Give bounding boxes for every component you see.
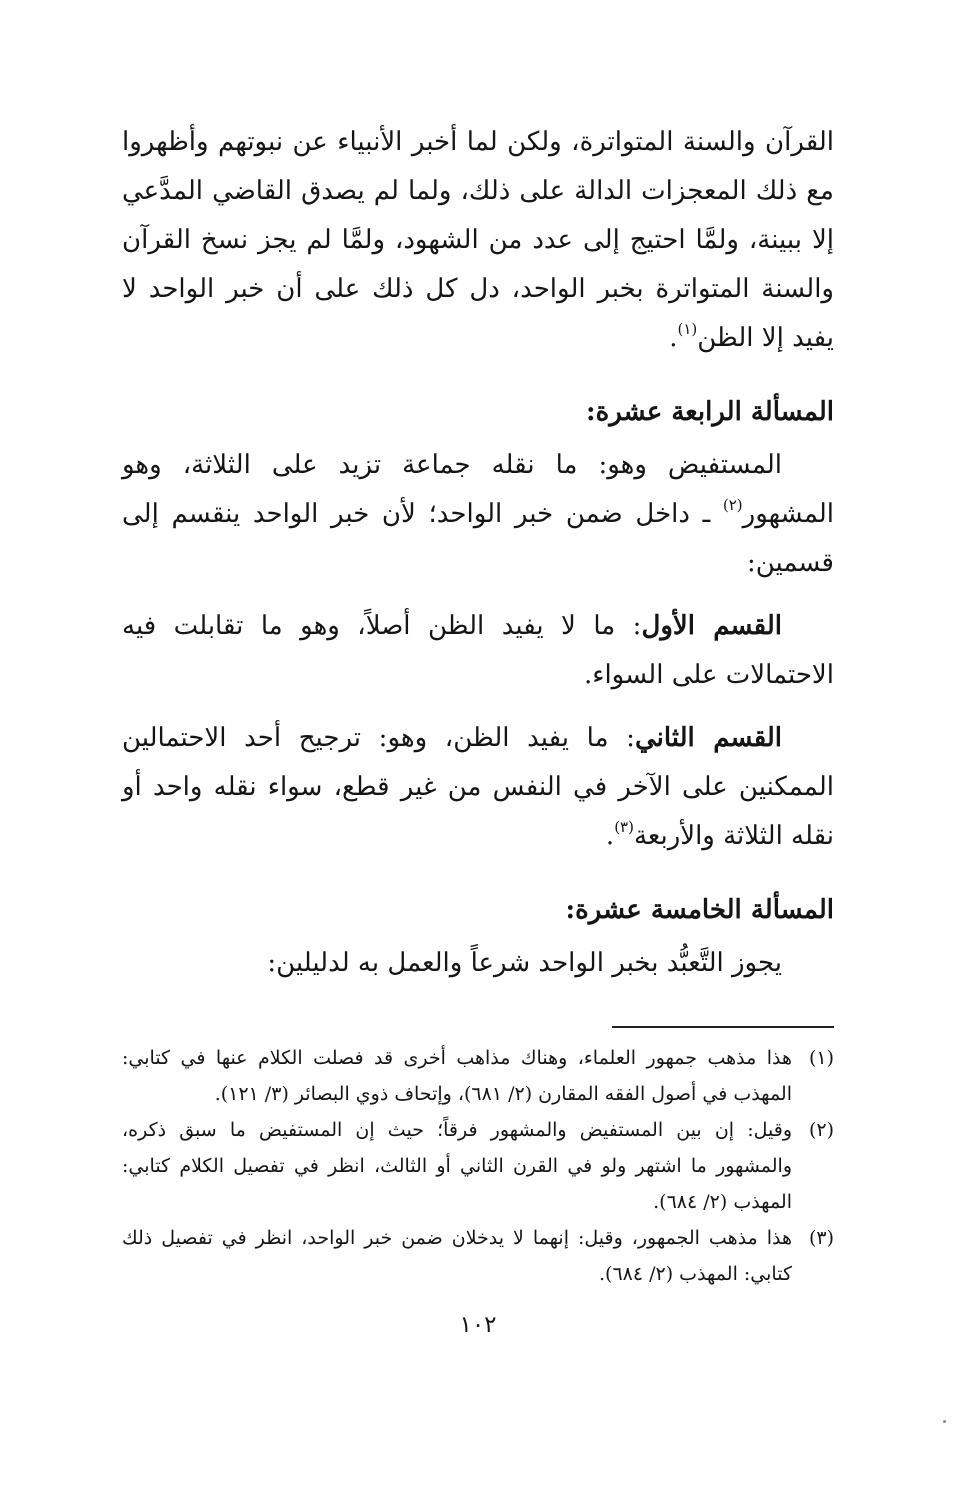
footnote-text: وقيل: إن بين المستفيض والمشهور فرقاً؛ حيث إن المستفيض ما سبق ذكره، والمشهور ما اشتهر ولو في القرن الثاني أو الثالث، انظر في تفصيل الكلام كتابي: المهذب (٢/ ٦٨٤). (122, 1119, 792, 1213)
footnotes (122, 1040, 834, 1292)
footnote-text: هذا مذهب جمهور العلماء، وهناك مذاهب أخرى قد فصلت الكلام عنها في كتابي: المهذب في أصول الفقه المقارن (٢/ ٦٨١)، وإتحاف ذوي البصائر (٣/ ١٢١). (122, 1047, 792, 1105)
footnote-3 (122, 1220, 834, 1292)
section-15-heading: المسألة الخامسة عشرة: (565, 895, 834, 925)
footnote-divider (612, 1026, 834, 1028)
page-body (122, 118, 834, 1338)
section-15-paragraph: يجوز التَّعبُّد بخبر الواحد شرعاً والعمل به لدليلين: (267, 948, 782, 978)
second-part-text: : ما يفيد الظن، وهو: ترجيح أحد الاحتمالين الممكنين على الآخر في النفس من غير قطع، سواء نقله واحد أو نقله الثلاثة والأربعة (122, 723, 834, 851)
footnote-number: (٣) (808, 1227, 834, 1249)
footnote-number: (٢) (808, 1119, 834, 1141)
footnote-ref-2: (٢) (722, 496, 743, 514)
footnote-text: هذا مذهب الجمهور، وقيل: إنهما لا يدخلان ضمن خبر الواحد، انظر في تفصيل ذلك كتابي: المهذب (٢/ ٦٨٤). (122, 1227, 792, 1285)
footnote-ref-1: (١) (677, 320, 698, 338)
second-part-paragraph (122, 714, 834, 861)
second-part-end: . (605, 821, 615, 851)
page-number: ١٠٢ (459, 1312, 497, 1338)
footnote-number: (١) (808, 1047, 834, 1069)
scan-speck (943, 1420, 946, 1423)
footnote-2 (122, 1112, 834, 1220)
intro-paragraph (122, 118, 834, 363)
section-14-heading: المسألة الرابعة عشرة: (586, 397, 834, 427)
first-part-term: القسم الأول (641, 611, 782, 641)
section-14-text-b: ـ داخل ضمن خبر الواحد؛ لأن خبر الواحد ينقسم إلى قسمين: (122, 499, 834, 578)
section-14-paragraph (122, 441, 834, 588)
intro-text: القرآن والسنة المتواترة، ولكن لما أخبر الأنبياء عن نبوتهم وأظهروا مع ذلك المعجزات الدالة على ذلك، ولما لم يصدق القاضي المدَّعي إلا ببينة، ولمَّا احتيج إلى عدد من الشهود، ولمَّا لم يجز نسخ القرآن والسنة المتواترة بخبر الواحد، دل كل ذلك على أن خبر الواحد لا يفيد إلا الظن (122, 127, 834, 353)
first-part-text: : ما لا يفيد الظن أصلاً، وهو ما تقابلت فيه الاحتمالات على السواء. (122, 611, 834, 690)
footnote-ref-3: (٣) (614, 818, 634, 836)
footnote-1 (122, 1040, 834, 1112)
section-14-text-a: المستفيض وهو: ما نقله جماعة تزيد على الثلاثة، وهو المشهور (122, 450, 834, 529)
second-part-term: القسم الثاني (634, 723, 782, 753)
intro-end: . (669, 323, 678, 353)
first-part-paragraph (122, 602, 834, 700)
